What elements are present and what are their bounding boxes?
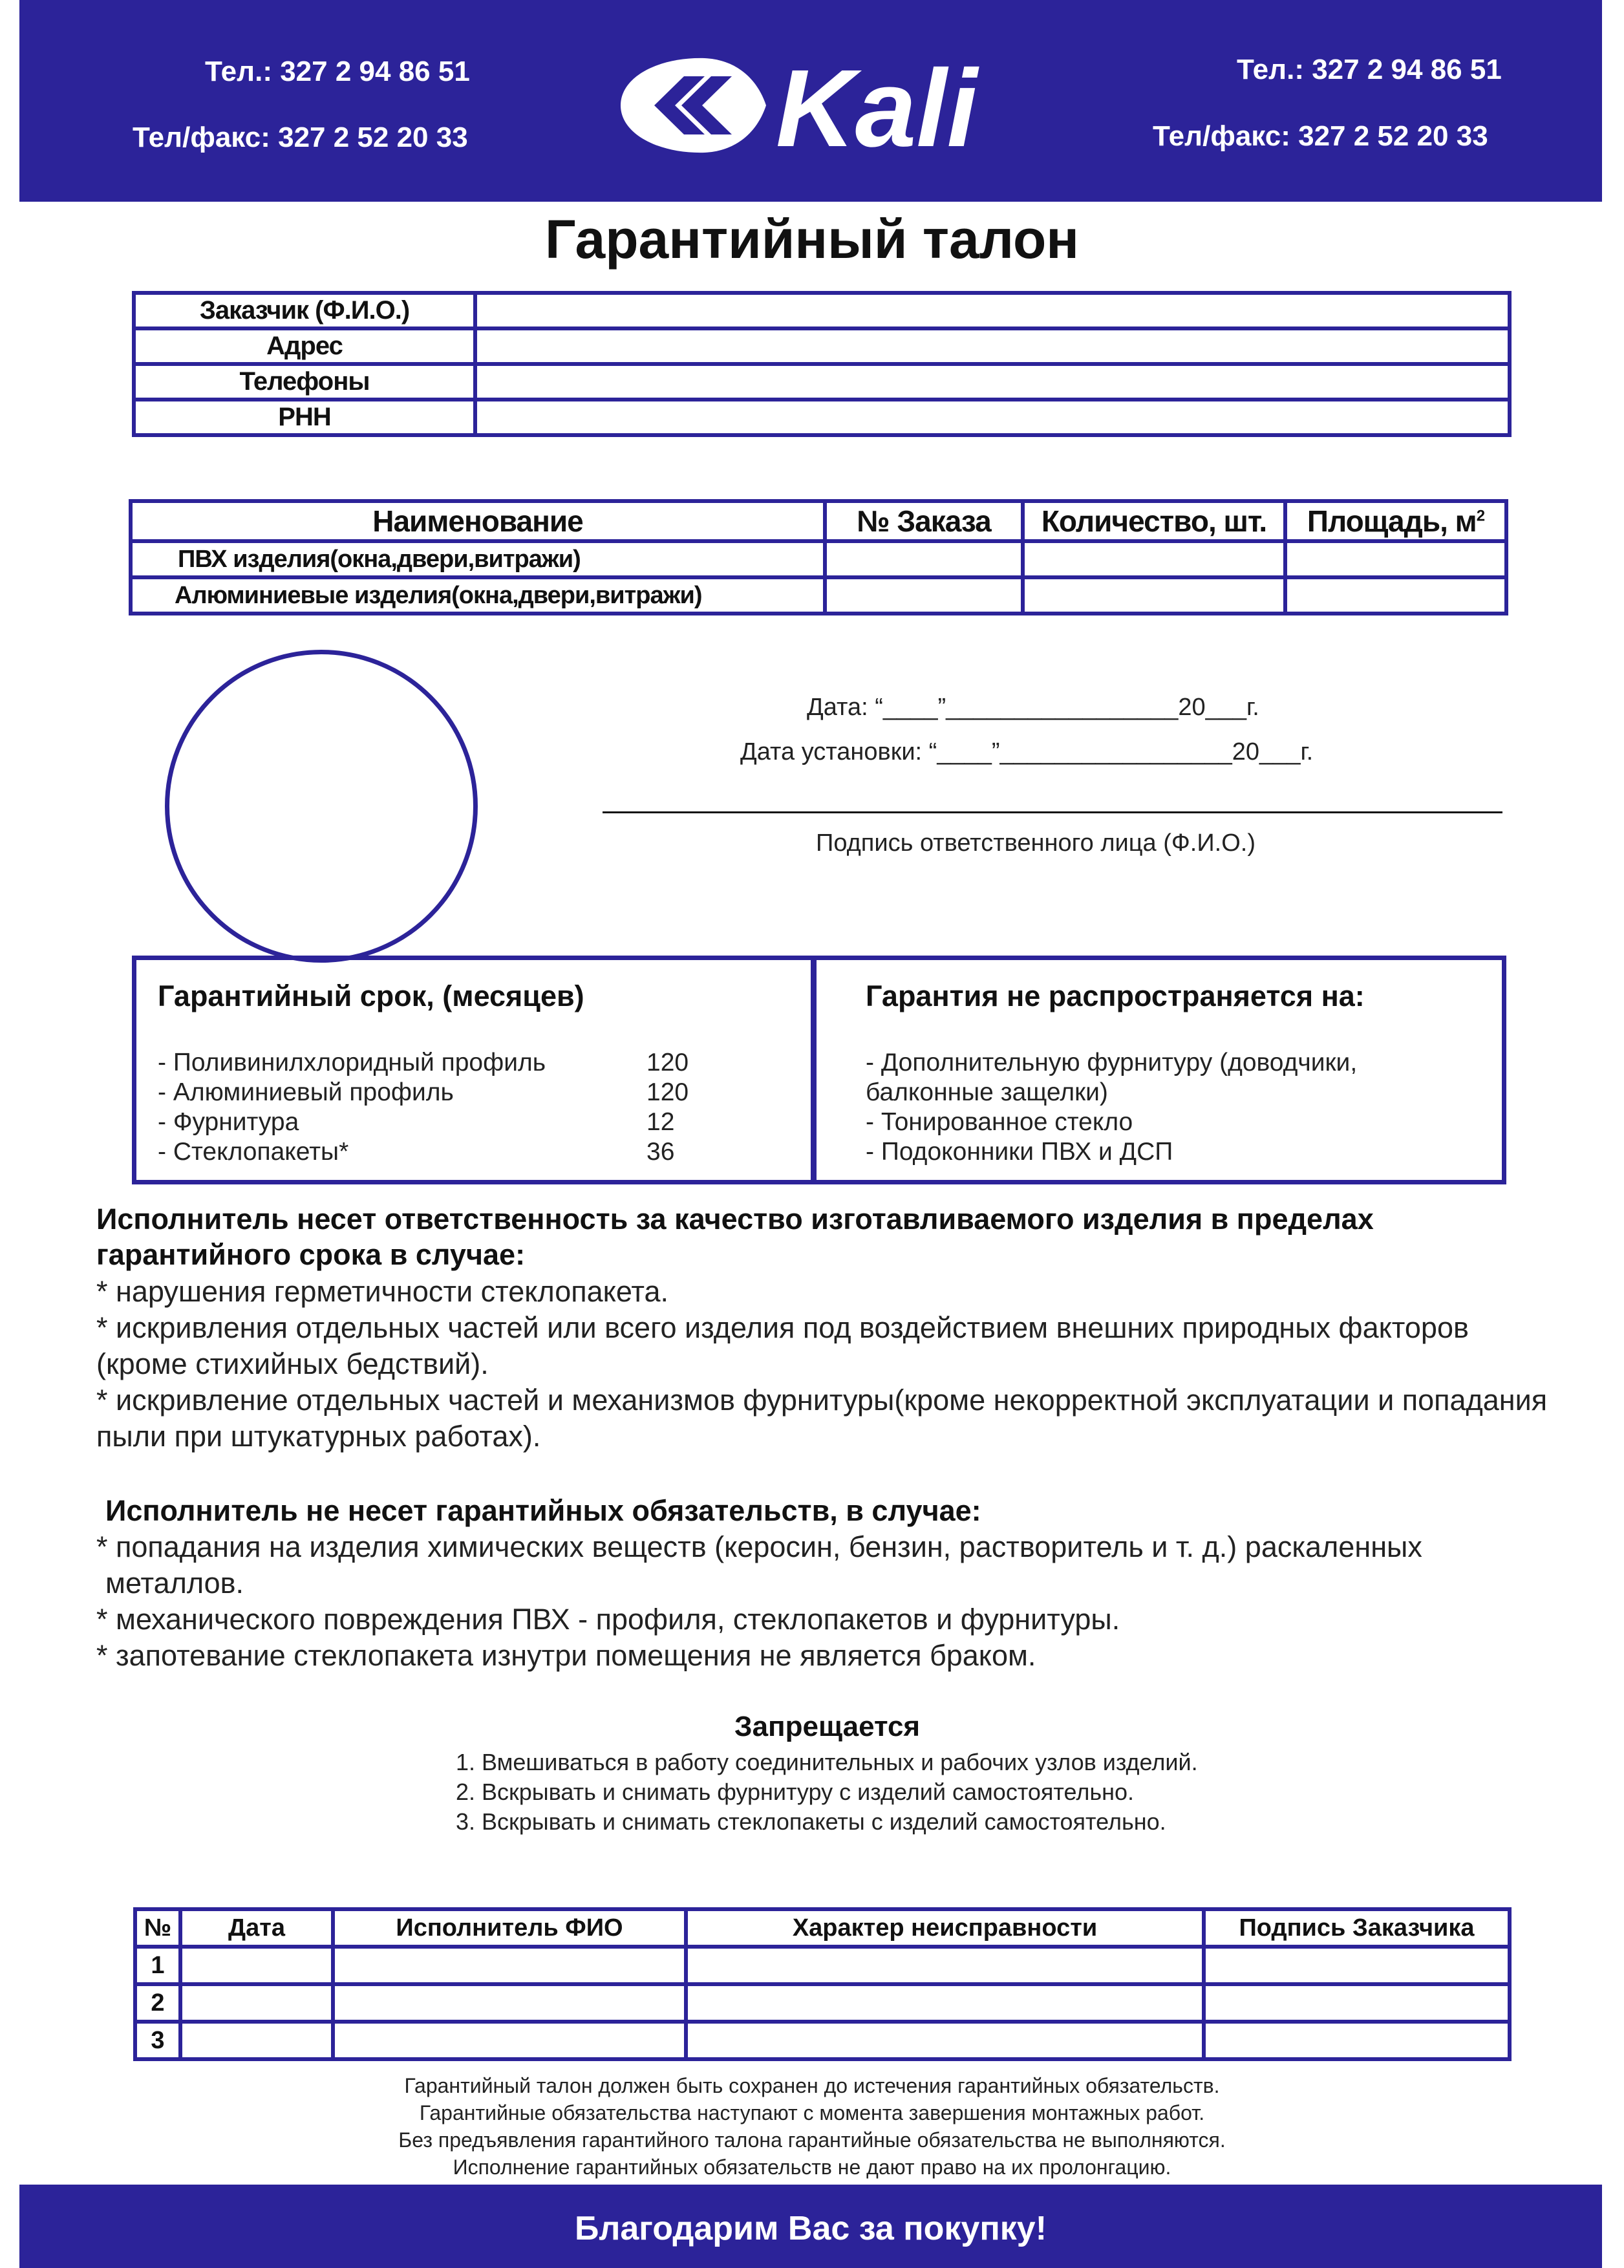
warranty-item-aluminium-months: 120	[646, 1078, 689, 1106]
log-row-3-signature-field[interactable]	[1204, 2022, 1510, 2059]
forbidden-item-1: 1. Вмешиваться в работу соединительных и рабочих узлов изделий.	[456, 1749, 1198, 1775]
products-row-pvc: ПВХ изделия(окна,двери,витражи)	[131, 541, 825, 577]
service-log-table	[133, 1907, 1512, 2061]
signature-line	[603, 811, 1502, 813]
note-3: Без предъявления гарантийного талона гарантийные обязательства не выполняются.	[398, 2128, 1226, 2152]
page-title: Гарантийный талон	[544, 209, 1079, 270]
customer-rnn-field[interactable]	[475, 400, 1510, 435]
warranty-period-title: Гарантийный срок, (месяцев)	[158, 979, 584, 1012]
no-liability-line-3: * механического повреждения ПВХ - профиля, стеклопакетов и фурнитуры.	[96, 1603, 1120, 1636]
warranty-item-pvc: - Поливинилхлоридный профиль	[158, 1049, 546, 1076]
kali-logo	[614, 50, 1002, 160]
responsibility-line-2: * искривления отдельных частей или всего изделия под воздействием внешних природных факторов	[96, 1311, 1469, 1344]
date-line: Дата: “____”_________________20___г.	[807, 694, 1259, 721]
customer-address-field[interactable]	[475, 328, 1510, 364]
log-row-3-executor-field[interactable]	[333, 2022, 686, 2059]
log-header-num: №	[135, 1909, 180, 1947]
products-header-area-exponent: 2	[1476, 507, 1485, 525]
customer-phones-field[interactable]	[475, 364, 1510, 400]
log-row-2-date-field[interactable]	[180, 1984, 333, 2022]
customer-label-phones: Телефоны	[134, 364, 475, 400]
install-date-line: Дата установки: “____”_________________20___г.	[740, 738, 1314, 765]
log-header-fault: Характер неисправности	[686, 1909, 1204, 1947]
exclusion-item-4: - Подоконники ПВХ и ДСП	[866, 1138, 1173, 1166]
customer-label-rnn: РНН	[134, 400, 475, 435]
no-liability-line-4: * запотевание стеклопакета изнутри помещения не является браком.	[96, 1639, 1036, 1672]
products-pvc-qty-field[interactable]	[1023, 541, 1285, 577]
responsibility-line-5: пыли при штукатурных работах).	[96, 1420, 541, 1453]
customer-label-name: Заказчик (Ф.И.О.)	[134, 293, 475, 328]
signature-label: Подпись ответственного лица (Ф.И.О.)	[816, 829, 1255, 857]
log-row-1-executor-field[interactable]	[333, 1947, 686, 1984]
header-fax-right: Тел/факс: 327 2 52 20 33	[1153, 120, 1488, 152]
header-fax-left: Тел/факс: 327 2 52 20 33	[133, 122, 468, 153]
stamp-circle	[165, 650, 478, 963]
responsibility-line-4: * искривление отдельных частей и механизмов фурнитуры(кроме некорректной эксплуатации и попадания	[96, 1384, 1548, 1417]
warranty-terms-box	[132, 956, 1506, 1184]
responsibility-line-3: (кроме стихийных бедствий).	[96, 1347, 489, 1380]
exclusion-item-1: - Дополнительную фурнитуру (доводчики,	[866, 1049, 1358, 1076]
products-pvc-area-field[interactable]	[1285, 541, 1506, 577]
warranty-item-hardware: - Фурнитура	[158, 1108, 299, 1136]
log-row-1-date-field[interactable]	[180, 1947, 333, 1984]
products-header-order: № Заказа	[825, 501, 1023, 541]
no-liability-line-2: металлов.	[105, 1567, 244, 1599]
footer-thanks: Благодарим Вас за покупку!	[574, 2210, 1047, 2247]
note-4: Исполнение гарантийных обязательств не дают право на их пролонгацию.	[453, 2156, 1171, 2179]
warranty-item-glass-months: 36	[646, 1138, 675, 1166]
warranty-item-aluminium: - Алюминиевый профиль	[158, 1078, 454, 1106]
products-header-qty: Количество, шт.	[1023, 501, 1285, 541]
warranty-item-glass: - Стеклопакеты*	[158, 1138, 349, 1166]
warranty-item-hardware-months: 12	[646, 1108, 675, 1136]
kali-logo-mark-icon	[614, 50, 1002, 160]
note-2: Гарантийные обязательства наступают с момента завершения монтажных работ.	[419, 2101, 1205, 2124]
log-row-2-signature-field[interactable]	[1204, 1984, 1510, 2022]
exclusions-title: Гарантия не распространяется на:	[866, 979, 1365, 1012]
responsibility-heading-1: Исполнитель несет ответственность за качество изготавливаемого изделия в пределах	[96, 1203, 1374, 1236]
header-phone-left: Тел.: 327 2 94 86 51	[205, 56, 470, 87]
log-row-2-executor-field[interactable]	[333, 1984, 686, 2022]
products-row-aluminium: Алюминиевые изделия(окна,двери,витражи)	[131, 577, 825, 614]
svg-text:Kali: Kali	[776, 50, 978, 160]
log-row-2-fault-field[interactable]	[686, 1984, 1204, 2022]
exclusion-item-2: балконные защелки)	[866, 1078, 1108, 1106]
footer-bar	[19, 2185, 1602, 2268]
exclusion-item-3: - Тонированное стекло	[866, 1108, 1133, 1136]
products-table	[129, 499, 1508, 615]
log-header-signature: Подпись Заказчика	[1204, 1909, 1510, 1947]
log-row-3-fault-field[interactable]	[686, 2022, 1204, 2059]
responsibility-heading-2: гарантийного срока в случае:	[96, 1238, 526, 1271]
forbidden-item-2: 2. Вскрывать и снимать фурнитуру с изделий самостоятельно.	[456, 1779, 1134, 1805]
log-row-1-fault-field[interactable]	[686, 1947, 1204, 1984]
log-row-3-date-field[interactable]	[180, 2022, 333, 2059]
log-row-num-1: 1	[135, 1947, 180, 1984]
customer-name-field[interactable]	[475, 293, 1510, 328]
log-row-num-3: 3	[135, 2022, 180, 2059]
no-liability-heading: Исполнитель не несет гарантийных обязательств, в случае:	[105, 1494, 981, 1527]
products-alu-order-field[interactable]	[825, 577, 1023, 614]
log-row-num-2: 2	[135, 1984, 180, 2022]
log-header-executor: Исполнитель ФИО	[333, 1909, 686, 1947]
note-1: Гарантийный талон должен быть сохранен до истечения гарантийных обязательств.	[404, 2074, 1220, 2097]
products-pvc-order-field[interactable]	[825, 541, 1023, 577]
customer-table	[132, 291, 1512, 437]
warranty-item-pvc-months: 120	[646, 1049, 689, 1076]
log-row-1-signature-field[interactable]	[1204, 1947, 1510, 1984]
responsibility-line-1: * нарушения герметичности стеклопакета.	[96, 1275, 669, 1308]
log-header-date: Дата	[180, 1909, 333, 1947]
customer-label-address: Адрес	[134, 328, 475, 364]
header-phone-right: Тел.: 327 2 94 86 51	[1237, 54, 1502, 85]
terms-divider	[811, 960, 817, 1180]
products-header-name: Наименование	[131, 501, 825, 541]
products-header-area-label: Площадь, м	[1307, 504, 1477, 538]
products-header-area	[1285, 501, 1506, 541]
forbidden-title: Запрещается	[734, 1711, 921, 1742]
products-alu-area-field[interactable]	[1285, 577, 1506, 614]
forbidden-item-3: 3. Вскрывать и снимать стеклопакеты с изделий самостоятельно.	[456, 1808, 1166, 1835]
no-liability-line-1: * попадания на изделия химических веществ (керосин, бензин, растворитель и т. д.) раскаленных	[96, 1530, 1422, 1563]
products-alu-qty-field[interactable]	[1023, 577, 1285, 614]
